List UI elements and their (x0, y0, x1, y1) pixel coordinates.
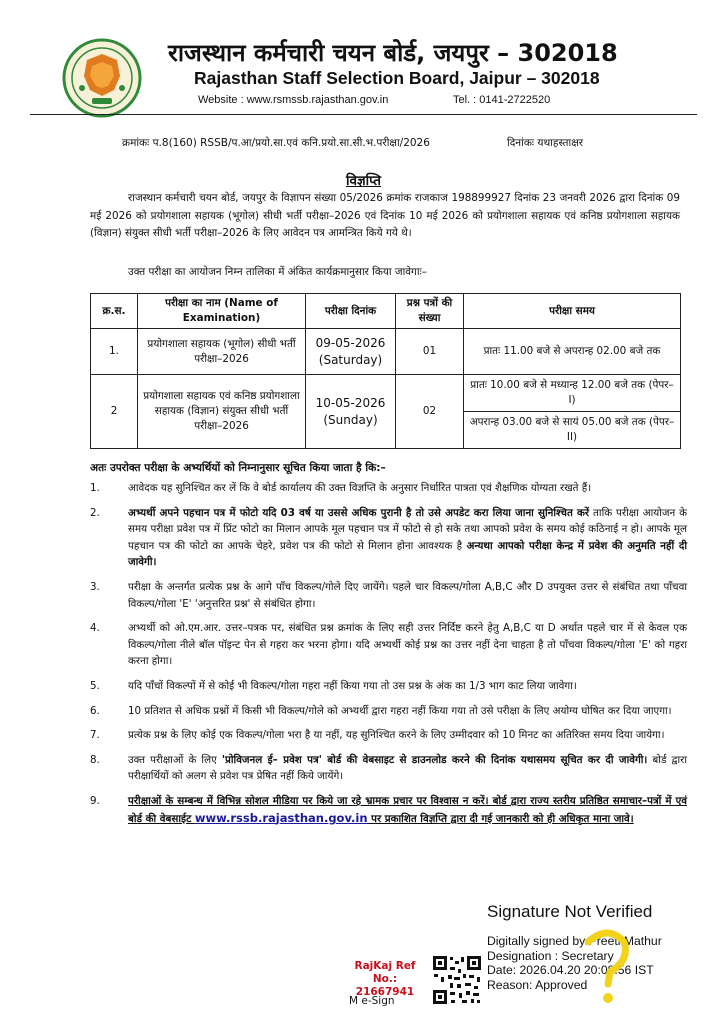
cell-paper-count: 01 (396, 329, 464, 375)
notice-title: विज्ञप्ति (345, 173, 381, 189)
rssb-website-link[interactable]: www.rssb.rajasthan.gov.in (194, 810, 368, 825)
header-exam-name: परीक्षा का नाम (Name of Examination) (138, 294, 306, 329)
exam-day: (Sunday) (323, 412, 378, 427)
website-text: Website : www.rsmssb.rajasthan.gov.in (198, 94, 389, 106)
header-exam-date: परीक्षा दिनांक (306, 294, 396, 329)
cell-exam-date (306, 329, 396, 375)
header-exam-time: परीक्षा समय (464, 294, 681, 329)
list-item: 6. 10 प्रतिशत से अधिक प्रश्नों में किसी भी विकल्प/गोले को अभ्यर्थी द्वारा गहरा नहीं किया गया तो उसे परीक्षा के लिए अयोग्य घोषित कर दिया जाएगा। (90, 704, 672, 717)
table-row (91, 329, 681, 375)
cell-exam-date (306, 375, 396, 449)
list-item: 4. अभ्यर्थी को ओ.एम.आर. उत्तर–पत्रक पर, संबंधित प्रश्न क्रमांक के लिए सही उत्तर निर्दिष्ट करने हेतु A,B,C या D अर्थात पहले चार में से केवल एक विकल्प/गोला नीले बॉल पॉइन्ट पेन से गहरा कर भरना होगा। यदि अभ्यर्थी कोई प्रश्न का उत्तर नहीं देना चाहता है तो पाँचवा विकल्प/गोला 'E' को गहरा करना होगा। (90, 622, 687, 668)
reference-date: दिनांकः यथाहस्ताक्षर (507, 137, 584, 149)
cell-paper-count: 02 (396, 375, 464, 449)
list-item: 3. परीक्षा के अन्तर्गत प्रत्येक प्रश्न के आगे पाँच विकल्प/गोले दिए जायेंगे। पहले चार विकल्प/गोला A,B,C और D उपयुक्त उत्तर से संबंधित तथा पाँचवा विकल्प/गोला 'E' 'अनुत्तरित प्रश्न' से संबंधित होगा। (90, 580, 687, 610)
notice-lead: अतः उपरोक्त परीक्षा के अभ्यर्थियों को निम्नानुसार सूचित किया जाता है कि:– (90, 462, 386, 474)
table-row (91, 375, 681, 412)
qr-code-icon (432, 955, 482, 1005)
rajkaj-label: RajKaj Ref No.: (354, 960, 416, 985)
telephone-text: Tel. : 0141-2722520 (453, 94, 551, 106)
header-sno: क्र.स. (91, 294, 138, 329)
cell-exam-time: प्रातः 10.00 बजे से मध्यान्ह 12.00 बजे तक (पेपर–I) (464, 375, 681, 412)
esign-label: M e-Sign (349, 995, 395, 1007)
signature-reason: Reason: Approved (487, 977, 588, 992)
instructions-list (90, 480, 687, 835)
header-paper-count: प्रश्न पत्रों की संख्या (396, 294, 464, 329)
rajkaj-number: 21667941 (355, 986, 415, 998)
signature-check-icon (578, 920, 638, 1010)
list-item: 1. आवेदक यह सुनिश्चित कर लें कि वे बोर्ड कार्यालय की उक्त विज्ञप्ति के अनुसार निर्धारित पात्रता एवं शैक्षणिक योग्यता रखते हैं। (90, 482, 592, 494)
exam-day: (Saturday) (318, 352, 383, 367)
board-title-english: Rajasthan Staff Selection Board, Jaipur – 302018 (194, 68, 600, 88)
table-header-row (91, 294, 681, 329)
reference-number: क्रमांकः प.8(160) RSSB/प.आ/प्रयो.सा.एवं कनि.प्रयो.सा.सी.भ.परीक्षा/2026 (122, 137, 430, 149)
cell-sno: 2 (91, 375, 138, 449)
intro-paragraph: राजस्थान कर्मचारी चयन बोर्ड, जयपुर के विज्ञापन संख्या 05/2026 क्रमांक राजकाज 198899927 दिनांक 23 जनवरी 2026 द्वारा दिनांक 09 मई 2026 को प्रयोगशाला सहायक (भूगोल) सीधी भर्ती परीक्षा–2026 एवं दिनांक 10 मई 2026 को प्रयोगशाला सहायक एवं कनिष्ठ प्रयोगशाला सहायक (विज्ञान) संयुक्त सीधी भर्ती परीक्षा–2026 के लिए आवेदन पत्र आमन्त्रित किये गये थे। (90, 192, 680, 239)
cell-exam-time: अपरान्ह 03.00 बजे से सायं 05.00 बजे तक (पेपर–II) (464, 412, 681, 449)
intro-paragraph-2: उक्त परीक्षा का आयोजन निम्न तालिका में अंकित कार्यक्रमानुसार किया जावेगाः– (128, 266, 427, 278)
signature-signer: Digitally signed by Preeti Mathur (487, 934, 662, 948)
header-divider (30, 114, 697, 115)
cell-exam-name: प्रयोगशाला सहायक एवं कनिष्ठ प्रयोगशाला सहायक (विज्ञान) संयुक्त सीधी भर्ती परीक्षा–2026 (138, 375, 306, 449)
rssb-logo (62, 38, 142, 118)
signature-status: Signature Not Verified (487, 902, 653, 921)
list-item: 8. उक्त परीक्षाओं के लिए 'प्रोविजनल ई– प्रवेश पत्र' बोर्ड की वेबसाइट से डाउनलोड करने की दिनांक यथासमय सूचित कर दी जावेगी। बोर्ड द्वारा परीक्षार्थियों को अलग से प्रवेश पत्र प्रेषित नहीं किये जायेंगे। (90, 753, 687, 783)
list-item: 5. यदि पाँचों विकल्पों में से कोई भी विकल्प/गोला गहरा नहीं किया गया तो उस प्रश्न के अंक का 1/3 भाग काट लिया जावेगा। (90, 679, 577, 692)
list-item: 2. अभ्यर्थी अपने पहचान पत्र में फोटो यदि 03 वर्ष या उससे अधिक पुरानी है तो उसे अपडेट करा लिया जाना सुनिश्चित करें ताकि परीक्षा आयोजन के समय परीक्षा प्रवेश पत्र में प्रिंट फोटो का मिलान आपके मूल पहचान पत्र में फोटो से हो सके तथा आपको प्रवेश के समय कोई कठिनाई न हो। आपके मूल पहचान पत्र की फोटो का आपके चेहरे, प्रवेश पत्र की फोटो से मिलान होना आवश्यक है अन्यथा आपको परीक्षा केन्द्र में प्रवेश की अनुमति नहीं दी जावेगी। (90, 506, 687, 569)
exam-schedule-table (90, 293, 681, 449)
cell-exam-time: प्रातः 11.00 बजे से अपरान्ह 02.00 बजे तक (464, 329, 681, 375)
exam-date: 10-05-2026 (315, 395, 386, 410)
list-item: 9. परीक्षाओं के सम्बन्ध में विभिन्न सोशल मीडिया पर किये जा रहे भ्रामक प्रचार पर विश्वास न करें। बोर्ड द्वारा राज्य स्तरीय प्रतिष्ठित समाचार–पत्रों में एवं बोर्ड की वेबसाईट www.rssb.rajasthan.gov.in पर प्रकाशित विज्ञप्ति द्वारा दी गई जानकारी को ही अधिकृत माना जावे। (90, 794, 687, 825)
signature-date: Date: 2026.04.20 20:08:56 IST (487, 963, 654, 977)
cell-sno: 1. (91, 329, 138, 375)
rajkaj-reference (345, 960, 425, 999)
board-title-hindi: राजस्थान कर्मचारी चयन बोर्ड, जयपुर – 302018 (168, 39, 618, 67)
signature-designation: Designation : Secretary (487, 948, 614, 963)
list-item: 7. प्रत्येक प्रश्न के लिए कोई एक विकल्प/गोला भरा है या नहीं, यह सुनिश्चित करने के लिए उम्मीदवार को 10 मिनट का अतिरिक्त समय दिया जायेगा। (90, 729, 665, 742)
cell-exam-name: प्रयोगशाला सहायक (भूगोल) सीधी भर्ती परीक्षा–2026 (138, 329, 306, 375)
exam-date: 09-05-2026 (315, 335, 386, 350)
